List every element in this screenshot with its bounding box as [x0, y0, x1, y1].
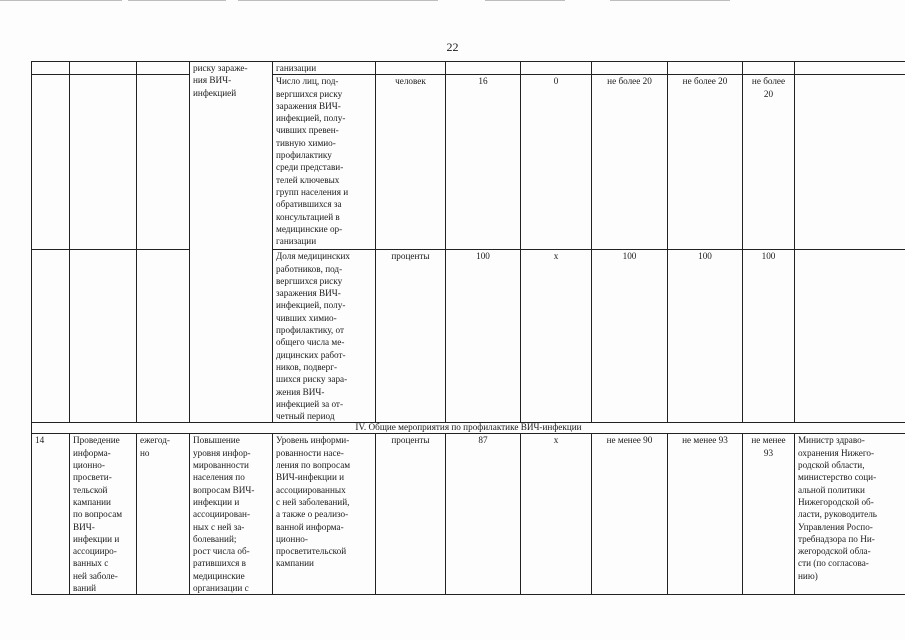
value-cell: 0 [521, 75, 592, 250]
value-cell: 87 [446, 434, 521, 595]
program-table [31, 61, 905, 595]
scan-edge-line [0, 0, 122, 1]
value-cell: 100 [446, 250, 521, 423]
section-heading: IV. Общие мероприятия по профилактике ВИЧ-инфекции [32, 423, 905, 434]
table-row [32, 62, 905, 75]
event-cell: Проведение информа- ционно- просвети- тельской кампании по вопросам ВИЧ- инфекции и ассоцииро- ванных с ней заболе- ваний [70, 434, 137, 595]
responsible-cell: Министр здраво- охранения Нижего- родской области, министерство соци- альной политики Нижегородской об- ласти, руководитель Управления Роспо- требнадзора по Ни- жегородской обла- сти (по согласова- нию) [795, 434, 905, 595]
value-cell: не менее 93 [668, 434, 743, 595]
row-number: 14 [32, 434, 70, 595]
value-cell: 100 [592, 250, 668, 423]
value-cell: 100 [743, 250, 795, 423]
risk-cell: риску зараже- ния ВИЧ- инфекцией [190, 62, 273, 423]
section-row [32, 423, 905, 434]
indicator-cell: Уровень информи- рованности насе- ления по вопросам ВИЧ-инфекции и ассоциированных с ней заболеваний, а также о реализо- ванной информа- ционно- просветительской кампании [273, 434, 376, 595]
table-row [32, 434, 905, 595]
value-cell: не более 20 [668, 75, 743, 250]
scan-edge-line [128, 0, 226, 1]
value-cell: не менее 93 [743, 434, 795, 595]
indicator-cell: Доля медицинских работников, под- вергшихся риску заражения ВИЧ- инфекцией, полу- чивших химио- профилактику, от общего числа ме- дицинских работ- ников, подверг- шихся риску зара- жения ВИЧ- инфекцией за от- четный период [273, 250, 376, 423]
period-cell: ежегод- но [137, 434, 190, 595]
value-cell: 16 [446, 75, 521, 250]
page-number: 22 [446, 40, 459, 54]
value-cell: не более 20 [743, 75, 795, 250]
value-cell: x [521, 434, 592, 595]
indicator-cell: Число лиц, под- вергшихся риску заражения ВИЧ- инфекцией, полу- чивших превен- тивную химио- профилактику среди представи- телей ключевых групп населения и обратившихся за консультацией в медицинские ор- ганизации [273, 75, 376, 250]
result-cell: Повышение уровня инфор- мированности населения по вопросам ВИЧ- инфекции и ассоциирован- ных с ней за- болеваний; рост числа об- ратившихся в медицинские организации с [190, 434, 273, 595]
scan-edge-line [485, 0, 565, 1]
unit-cell: проценты [376, 434, 446, 595]
value-cell: не менее 90 [592, 434, 668, 595]
scan-edge-line [610, 0, 730, 1]
table-row [32, 250, 905, 423]
unit-cell: проценты [376, 250, 446, 423]
value-cell: x [521, 250, 592, 423]
scan-edge-line [238, 0, 438, 1]
unit-cell: человек [376, 75, 446, 250]
value-cell: не более 20 [592, 75, 668, 250]
value-cell: 100 [668, 250, 743, 423]
table-row [32, 75, 905, 250]
indicator-cell: ганизации [273, 62, 376, 75]
